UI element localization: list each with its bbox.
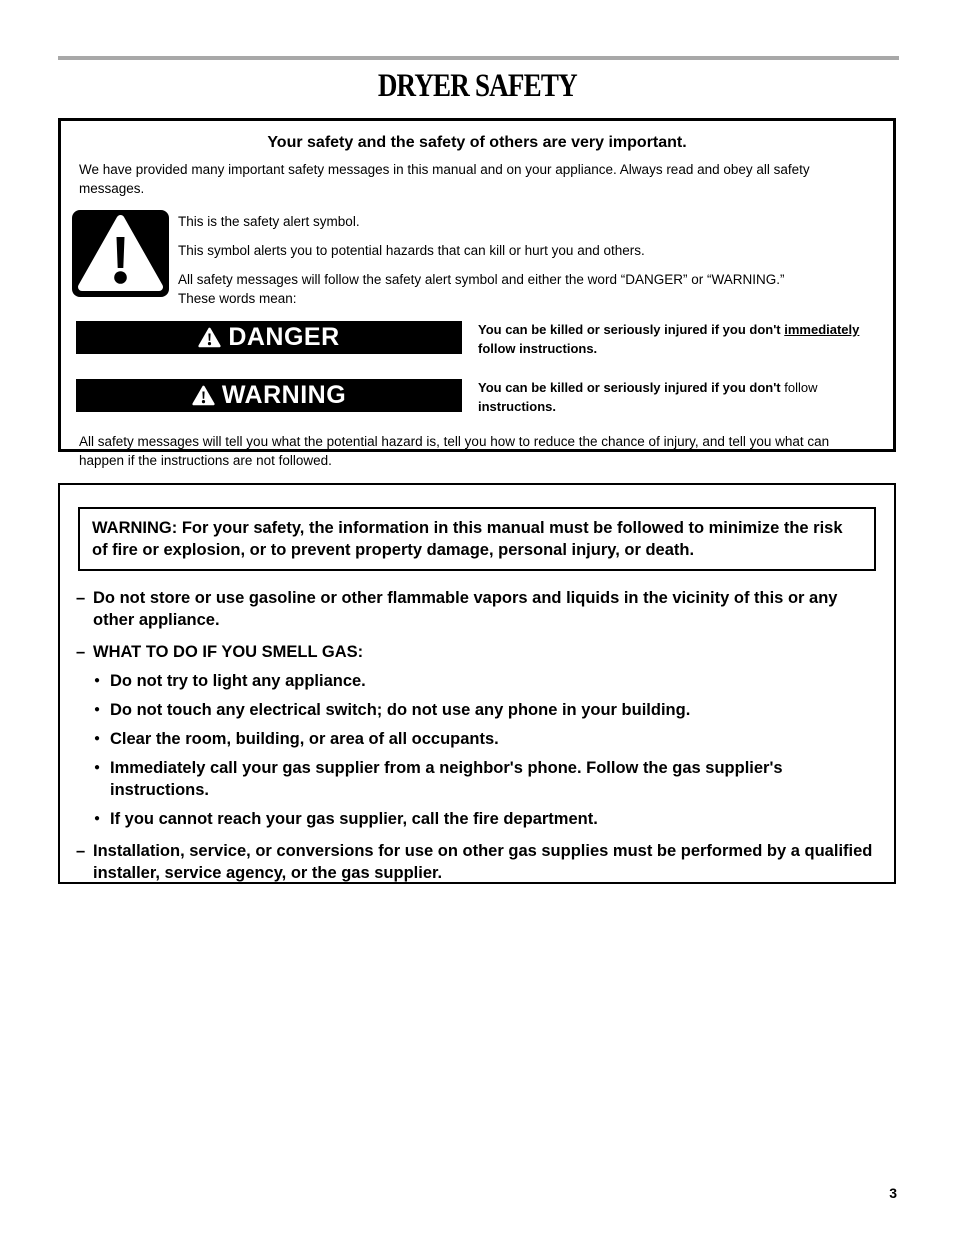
bullet-marker: ● bbox=[94, 675, 101, 686]
danger-description: You can be killed or seriously injured if you don't immediately follow instructions. bbox=[478, 322, 860, 356]
dash-marker: – bbox=[76, 842, 86, 860]
alert-line-2: This symbol alerts you to potential hazards that can kill or hurt you and others. bbox=[178, 243, 645, 258]
list-item: ● Do not touch any electrical switch; do not use any phone in your building. bbox=[94, 701, 691, 719]
top-divider bbox=[58, 56, 899, 60]
page-title: DRYER SAFETY bbox=[377, 68, 577, 104]
list-item: – WHAT TO DO IF YOU SMELL GAS: bbox=[76, 643, 364, 661]
warning-banner bbox=[76, 379, 462, 412]
warning-row bbox=[76, 379, 893, 416]
gas-warning-box bbox=[58, 483, 896, 884]
danger-row bbox=[76, 321, 893, 358]
bullet-marker: ● bbox=[94, 813, 101, 824]
warning-description: You can be killed or seriously injured if you don't follow instructions. bbox=[478, 380, 818, 414]
safety-alert-icon bbox=[72, 210, 169, 308]
bullet-marker: ● bbox=[94, 733, 101, 744]
alert-line-3: All safety messages will follow the safety alert symbol and either the word “DANGER” or “WARNING.” These words mean: bbox=[178, 272, 785, 306]
warning-label: WARNING bbox=[221, 381, 347, 409]
page-number: 3 bbox=[889, 1185, 897, 1201]
warning-statement-text: WARNING: For your safety, the information in this manual must be followed to minimize the risk of fire or explosion, or to prevent property damage, personal injury, or death. bbox=[92, 519, 843, 559]
danger-banner bbox=[76, 321, 462, 354]
list-item: ● If you cannot reach your gas supplier, call the fire department. bbox=[94, 810, 598, 828]
danger-label: DANGER bbox=[228, 323, 340, 351]
list-item: – Do not store or use gasoline or other flammable vapors and liquids in the vicinity of this or any other appliance. bbox=[76, 589, 838, 629]
list-item: ● Immediately call your gas supplier from a neighbor's phone. Follow the gas supplier's instructions. bbox=[94, 759, 783, 799]
safety-overview-box bbox=[58, 118, 896, 468]
list-item: ● Clear the room, building, or area of all occupants. bbox=[94, 730, 499, 748]
list-item: ● Do not try to light any appliance. bbox=[94, 672, 366, 690]
safety-heading: Your safety and the safety of others are very important. bbox=[267, 134, 687, 151]
safety-intro-text: We have provided many important safety messages in this manual and on your appliance. Always read and obey all safety messages. bbox=[79, 162, 810, 196]
warning-triangle-icon bbox=[192, 385, 215, 406]
warning-triangle-icon bbox=[198, 327, 221, 348]
safety-footer-text: All safety messages will tell you what the potential hazard is, tell you how to reduce the chance of injury, and tell you what can happen if the instructions are not followed. bbox=[79, 434, 830, 468]
list-item: – Installation, service, or conversions for use on other gas supplies must be performed by a qualified installer, service agency, or the gas supplier. bbox=[76, 842, 873, 882]
bullet-marker: ● bbox=[94, 762, 101, 773]
dash-marker: – bbox=[76, 643, 86, 661]
alert-symbol-row bbox=[72, 210, 875, 308]
warning-statement-box bbox=[78, 507, 876, 571]
alert-line-1: This is the safety alert symbol. bbox=[178, 214, 360, 229]
gas-instructions-list bbox=[76, 587, 878, 884]
bullet-marker: ● bbox=[94, 704, 101, 715]
alert-symbol-text bbox=[178, 210, 808, 308]
dash-marker: – bbox=[76, 589, 86, 607]
